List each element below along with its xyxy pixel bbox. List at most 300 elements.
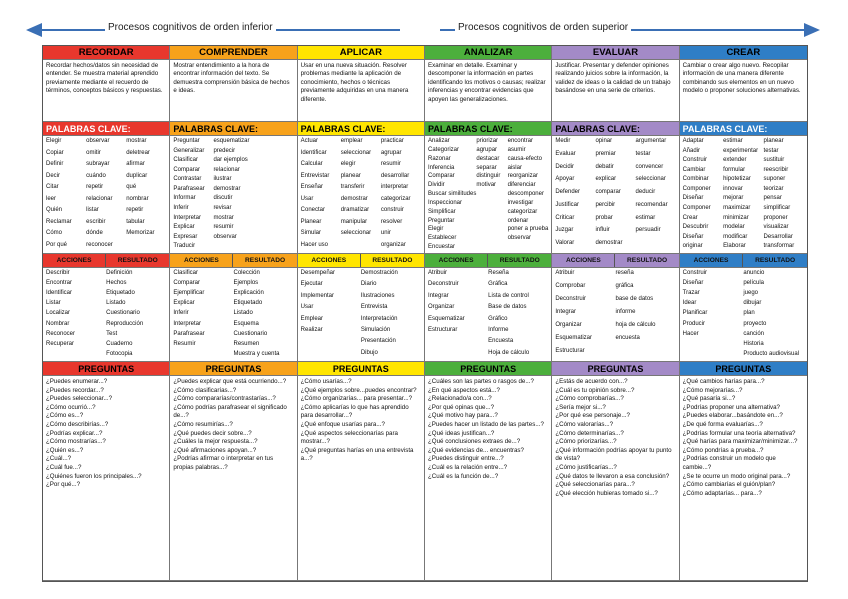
result-header: RESULTADO (245, 257, 286, 264)
keyword: interpretar (380, 184, 409, 190)
action-item: Trazar (682, 290, 700, 297)
questions-header: PREGUNTAS (298, 362, 425, 376)
action-item: Nombrar (46, 320, 70, 327)
question-item: ¿Quién es...? (46, 446, 84, 454)
keyword: planear (763, 138, 784, 144)
result-item: Historia (743, 340, 764, 347)
action-item: Deconstruir (555, 296, 587, 302)
keyword: ilustrar (213, 176, 232, 183)
result-item: Test (106, 330, 118, 337)
question-item: ¿Qué evidencias de... encuentras? (428, 446, 524, 454)
question-item: ¿Por qué...? (46, 481, 81, 489)
action-item: Realizar (300, 326, 323, 333)
keyword: repetir (86, 184, 104, 190)
action-item: Atribuir (555, 270, 575, 276)
keyword: priorizar (476, 138, 499, 144)
keyword (476, 243, 507, 252)
question-item: ¿Puedes hacer un listado de las partes...? (428, 420, 544, 428)
question-item: ¿Puedes seleccionar...? (46, 395, 113, 403)
keyword: Cómo (46, 230, 63, 236)
keyword: Explicar (173, 224, 195, 231)
keyword (254, 214, 294, 224)
action-item (301, 349, 361, 360)
result-item: Hoja de cálculo (488, 349, 530, 356)
keyword: Definir (46, 161, 64, 167)
question-item: ¿Qué cambios harías para...? (682, 378, 765, 385)
keyword: observar (507, 235, 531, 242)
keyword: Entrevistar (300, 172, 330, 179)
keyword: seleccionar (635, 176, 666, 183)
question-item: ¿Cómo mostrarías...? (46, 438, 106, 446)
keyword: Por qué (46, 241, 68, 248)
keyword: comparar (595, 189, 621, 196)
level-description: Justificar. Presentar y defender opiniones realizando juicios sobre la información, la validez de ideas o la calidad de un trabajo basándose en una serie de criterios. (552, 60, 679, 122)
keyword: ordenar (507, 217, 529, 224)
keyword: resumir (380, 161, 401, 167)
keywords-list (552, 136, 679, 254)
questions-list (170, 376, 297, 581)
actions-result-header (170, 254, 297, 268)
result-item: Entrevista (360, 304, 388, 311)
keyword: recomendar (635, 201, 668, 208)
question-item: ¿Puedes elaborar...basándote en...? (682, 412, 783, 420)
keyword: Valorar (555, 240, 575, 247)
actions-result-list (552, 268, 679, 362)
actions-header: ACCIONES (425, 254, 488, 267)
keyword: Buscar similitudes (428, 191, 477, 198)
keyword (254, 156, 294, 166)
actions-result-header (298, 254, 425, 268)
keyword: observar (86, 138, 110, 144)
keyword: Clasificar (173, 157, 198, 164)
actions-header: ACCIONES (43, 254, 106, 267)
result-item: Simulación (360, 326, 391, 333)
question-item: ¿Cómo comprobarías...? (555, 395, 624, 403)
keyword: reescribir (763, 166, 789, 173)
result-item: dibujar (743, 300, 762, 307)
questions-list (425, 376, 552, 581)
keyword: Traducir (173, 243, 196, 250)
action-item: Recuperar (46, 340, 75, 347)
keyword: Simplificar (428, 208, 456, 215)
keyword: Evaluar (555, 150, 576, 157)
question-item: ¿Puedes enumerar...? (46, 378, 108, 385)
question-item: ¿Sería mejor si...? (555, 403, 606, 411)
keyword (636, 239, 676, 252)
keyword: extender (723, 157, 747, 164)
keyword: dónde (86, 230, 103, 236)
keyword: resolver (380, 218, 403, 225)
result-item: película (743, 280, 765, 287)
result-item: Cuestionario (233, 330, 268, 337)
keyword (341, 241, 381, 253)
result-item: Esquema (233, 320, 259, 327)
keyword: Calcular (300, 161, 323, 167)
actions-header: ACCIONES (552, 254, 615, 267)
result-item: Lista de control (488, 292, 529, 299)
question-item: ¿Qué harías para maximizar/minimizar...? (682, 438, 798, 446)
action-item: Emplear (300, 315, 323, 322)
keyword: observar (213, 233, 237, 240)
keyword (254, 175, 294, 185)
result-item: Diario (360, 281, 377, 288)
keyword: convencer (635, 163, 664, 170)
result-item: Etiquetado (106, 290, 135, 297)
keyword: Criticar (555, 214, 575, 221)
keyword: revisar (213, 205, 232, 212)
question-item: ¿Cómo resumirías...? (173, 420, 233, 428)
keyword: Razonar (428, 155, 451, 162)
question-item: ¿Cuál es la relación entre...? (428, 463, 508, 471)
keyword: modelar (723, 224, 745, 231)
keyword: afirmar (126, 161, 145, 167)
keyword: esquematizar (213, 138, 250, 144)
keyword: tabular (126, 218, 145, 225)
keywords-header: PALABRAS CLAVE: (43, 122, 170, 136)
keyword: Diseñar (682, 233, 704, 240)
question-item: ¿Qué seleccionarías para...? (555, 481, 635, 489)
keyword: organizar (380, 241, 406, 248)
action-item: Ejemplificar (173, 290, 205, 297)
action-item: Comparar (173, 280, 201, 287)
level-description: Mostrar entendimiento a la hora de encontrar información del texto. Se demuestra comprensión básica de hechos e ideas. (170, 60, 297, 122)
keyword: mostrar (126, 138, 147, 144)
action-item: Esquematizar (428, 315, 465, 322)
keyword: Inferir (173, 205, 189, 212)
actions-result-list (170, 268, 297, 362)
keyword: estimar (723, 138, 743, 144)
question-item: ¿Cuáles son las partes o rasgos de...? (428, 378, 534, 385)
keyword: reconocer (86, 241, 113, 248)
keyword: Justificar (555, 201, 579, 208)
result-header: RESULTADO (499, 257, 540, 264)
keyword: suponer (763, 176, 786, 183)
question-item: ¿Estás de acuerdo con...? (555, 378, 628, 385)
actions-result-list (425, 268, 552, 362)
keyword: formular (723, 166, 746, 173)
result-item: Interpretación (360, 315, 398, 322)
keywords-header: PALABRAS CLAVE: (425, 122, 552, 136)
question-item: ¿Qué información podrías apoyar tu punto de vista? (555, 446, 672, 463)
question-item: ¿Cómo valorarías...? (555, 420, 614, 428)
keyword: opinar (595, 138, 613, 144)
keyword: construir (380, 207, 404, 213)
keyword: Actuar (300, 138, 318, 144)
question-item: ¿Cuáles la mejor respuesta...? (173, 438, 258, 446)
keywords-list (425, 136, 552, 254)
result-item: Muestra y cuenta (233, 350, 280, 357)
keyword (254, 204, 294, 214)
keyword: transferir (340, 184, 365, 190)
result-header: RESULTADO (755, 257, 796, 264)
keyword: leer (46, 195, 57, 202)
keyword: elegir (340, 161, 356, 167)
keyword: Reclamar (46, 218, 72, 225)
keyword: Comparar (428, 173, 455, 180)
question-item: ¿Qué aspectos seleccionarías para mostrar...? (300, 429, 398, 446)
keyword: Diseñar (682, 195, 704, 202)
keyword (254, 233, 294, 243)
action-item: Resumir (173, 340, 196, 347)
keywords-list (298, 136, 425, 254)
question-item: ¿Qué enfoque usarías para...? (300, 420, 385, 428)
question-item: ¿Qué pasaría si...? (682, 395, 736, 403)
keyword (254, 147, 294, 157)
keyword: Informar (173, 195, 196, 202)
question-item: ¿Podrías proponer una alternativa? (682, 403, 780, 411)
keyword: separar (476, 164, 497, 171)
keyword (476, 190, 507, 199)
keyword: Crear (682, 214, 698, 221)
question-item: ¿Podrías construir un modelo que cambie...? (682, 455, 776, 471)
result-item: reseña (615, 270, 634, 276)
result-item: Etiquetado (233, 300, 263, 307)
result-item: anuncio (743, 270, 765, 276)
action-item (46, 350, 106, 360)
action-item: Estructurar (428, 326, 458, 333)
question-item: ¿Puedes explicar que está ocurriendo...? (173, 378, 287, 385)
question-item: ¿Cómo determinarías...? (555, 429, 624, 437)
action-item: Interpretar (173, 320, 202, 327)
keyword: Generalizar (173, 147, 205, 154)
result-item: Dibujo (360, 349, 378, 356)
keyword: Encuestar (428, 244, 456, 251)
keyword: mejorar (723, 195, 744, 202)
action-item: Integrar (555, 309, 577, 315)
keyword: Elegir (46, 138, 62, 144)
result-item: Informe (488, 326, 509, 333)
keyword: seleccionar (340, 230, 372, 236)
level-description: Usar en una nueva situación. Resolver problemas mediante la aplicación de conocimiento, hechos o técnicas previamente adquiridas en una manera diferente. (298, 60, 425, 122)
question-item: ¿Qué ejemplos sobre...puedes encontrar? (300, 386, 417, 394)
keyword: proponer (763, 214, 788, 221)
keyword: dramatizar (340, 207, 370, 213)
keyword: Planear (300, 218, 322, 225)
keyword: reorganizar (507, 173, 538, 180)
actions-header: ACCIONES (680, 254, 744, 267)
keyword: categorizar (380, 195, 411, 202)
keyword: simplificar (763, 205, 791, 212)
result-header: RESULTADO (117, 257, 158, 264)
keyword: Contrastar (173, 176, 202, 183)
question-item: ¿Qué ideas justifican...? (428, 429, 495, 437)
keyword: Dividir (428, 182, 445, 189)
keyword: Decidir (555, 163, 574, 170)
keyword: probar (595, 214, 613, 221)
keyword: repetir (126, 207, 144, 213)
action-item: Encontrar (46, 280, 73, 287)
keyword: seleccionar (340, 149, 372, 156)
keyword: Inspeccionar (428, 199, 463, 206)
question-item: ¿Qué elección hubieras tomado si...? (555, 489, 658, 497)
keyword: originar (682, 243, 703, 250)
keyword: Decir (46, 172, 61, 179)
action-item (301, 337, 361, 348)
keyword: resumir (213, 224, 234, 231)
level-description: Cambiar o crear algo nuevo. Recopilar información de una manera diferente combinando sus elementos en un nuevo modelo o proponer soluciones alternativas. (680, 60, 807, 122)
keyword (508, 243, 549, 252)
keyword: premiar (595, 150, 616, 157)
keyword: deducir (635, 189, 656, 196)
questions-header: PREGUNTAS (43, 362, 170, 376)
keyword: planear (340, 172, 361, 179)
result-item: canción (743, 330, 765, 337)
keyword: predecir (213, 147, 236, 154)
question-item: ¿Cuál fue...? (46, 463, 82, 471)
question-item: ¿Cómo mejorarías...? (682, 386, 743, 394)
keyword (254, 223, 294, 233)
keywords-list (680, 136, 807, 254)
actions-header: ACCIONES (170, 254, 233, 267)
keyword: modificar (723, 233, 748, 240)
questions-list (680, 376, 807, 581)
cognitive-order-arrows (30, 18, 820, 40)
action-item (428, 349, 488, 360)
keyword: sustituir (763, 157, 785, 164)
action-item: Organizar (428, 304, 455, 311)
questions-list (552, 376, 679, 581)
action-item: Diseñar (682, 280, 704, 287)
keyword (254, 137, 294, 147)
action-item: Hacer (682, 330, 699, 337)
keyword: deletrear (126, 149, 150, 156)
question-item: ¿Puedes recordar...? (46, 386, 104, 394)
result-item: Reproducción (106, 320, 144, 327)
action-item: Atribuir (428, 270, 448, 276)
keyword: duplicar (126, 172, 148, 179)
actions-result-header (425, 254, 552, 268)
result-item: juego (743, 290, 759, 297)
result-header: RESULTADO (627, 257, 668, 264)
keyword: Preguntar (173, 138, 200, 144)
question-item: ¿Relacionado/a con...? (428, 395, 492, 403)
keyword: aislar (507, 164, 522, 171)
question-item: ¿Se te ocurre un modo original para...? (682, 472, 791, 480)
result-item: Resumen (233, 340, 260, 347)
questions-header: PREGUNTAS (552, 362, 679, 376)
result-item: Listado (106, 300, 126, 307)
action-item: Localizar (46, 310, 71, 317)
result-item: Gráfica (488, 281, 508, 288)
question-item: ¿Qué preguntas harías en una entrevista a...? (300, 446, 414, 463)
keyword: maximizar (723, 205, 751, 212)
question-item: ¿Qué motivo hay para...? (428, 412, 498, 420)
action-item: Inferir (173, 310, 189, 317)
keyword: Analizar (428, 138, 450, 144)
keyword: Juzgar (555, 227, 574, 234)
action-item: Clasificar (173, 270, 198, 276)
question-item: ¿Cómo aplicarías lo que has aprendido para desarrollar...? (300, 403, 409, 420)
actions-result-list (680, 268, 807, 362)
result-item: base de datos (615, 296, 654, 302)
keywords-header: PALABRAS CLAVE: (298, 122, 425, 136)
keyword: agrupar (380, 149, 402, 156)
action-item: Producir (682, 320, 705, 327)
question-item: ¿Cómo clasificarías...? (173, 386, 237, 394)
result-item: Ilustraciones (360, 292, 395, 299)
questions-header: PREGUNTAS (425, 362, 552, 376)
keyword: relacionar (86, 195, 113, 202)
keyword: Desarrollar (763, 233, 793, 240)
keyword: Cambiar (682, 166, 706, 173)
result-item: Encuesta (488, 338, 514, 345)
question-item: ¿De qué forma evaluarías...? (682, 420, 763, 428)
action-item: Describir (46, 270, 70, 276)
actions-result-header (552, 254, 679, 268)
result-item: Gráfico (488, 315, 508, 322)
result-item: Colección (233, 270, 260, 276)
action-item: Estructurar (555, 348, 585, 354)
keyword: Establecer (428, 235, 457, 242)
question-item: ¿Qué datos te llevaron a esa conclusión? (555, 472, 670, 480)
question-item: ¿Cómo usarías...? (300, 378, 352, 385)
keyword: teorizar (763, 185, 784, 192)
keyword: influir (595, 227, 610, 234)
keyword: Comparar (173, 166, 201, 173)
right-arrow-icon (804, 23, 820, 37)
question-item: ¿Podrías explicar...? (46, 429, 103, 437)
question-item: ¿Qué afirmaciones apoyan...? (173, 446, 257, 454)
question-item: ¿Cómo priorizarías...? (555, 438, 617, 446)
keyword: innovar (723, 185, 743, 192)
result-item: Presentación (360, 338, 396, 345)
action-item: Integrar (428, 292, 449, 299)
question-item: ¿Qué puedes decir sobre...? (173, 429, 252, 437)
keywords-list (170, 136, 297, 254)
keyword: descomponer (507, 191, 544, 198)
actions-result-header (43, 254, 170, 268)
action-item: Organizar (555, 322, 582, 328)
keyword: Inferencia (428, 164, 455, 171)
question-item: ¿Cuál...? (46, 455, 72, 463)
question-item: ¿Qué conclusiones extraes de...? (428, 438, 521, 446)
result-item: Cuaderno (106, 340, 133, 347)
keyword: Categorizar (428, 146, 460, 153)
keyword: desarrollar (380, 172, 410, 179)
keyword: demostrar (595, 240, 623, 247)
keyword (476, 217, 507, 226)
keyword (476, 234, 507, 243)
keyword: Preguntar (428, 217, 455, 224)
result-item: hoja de cálculo (615, 322, 656, 328)
keyword: Adaptar (682, 138, 704, 144)
keywords-list (43, 136, 170, 254)
keyword: Elegir (428, 226, 444, 233)
result-item: Listado (233, 310, 253, 317)
actions-result-list (298, 268, 425, 362)
question-item: ¿Puedes distinguir entre...? (428, 455, 504, 463)
level-header: RECORDAR (43, 46, 170, 60)
keyword: Citar (46, 184, 59, 190)
action-item (428, 337, 488, 348)
result-item: Hechos (106, 280, 127, 287)
question-item: ¿Cómo describirías...? (46, 420, 109, 428)
result-item: Explicación (233, 290, 264, 297)
questions-header: PREGUNTAS (680, 362, 807, 376)
keyword (254, 242, 294, 252)
action-item: Listar (46, 300, 61, 307)
level-description: Recordar hechos/datos sin necesidad de entender. Se muestra material aprendido previamente mediante el recuerdo de términos, conceptos básicos y respuestas. (43, 60, 170, 122)
keyword: experimentar (723, 147, 759, 154)
question-item: ¿Podrías formular una teoría alternativa? (682, 429, 796, 437)
keywords-header: PALABRAS CLAVE: (552, 122, 679, 136)
keyword: Hacer uso (300, 241, 329, 248)
keyword (254, 185, 294, 195)
keyword: Defender (555, 189, 581, 196)
question-item: ¿Cómo organizarías... para presentar...? (300, 395, 413, 403)
level-description: Examinar en detalle. Examinar y descomponer la información en partes identificando los motivos o causas; realizar inferencias y encontrar evidencias que apoyen las generalizaciones. (425, 60, 552, 122)
action-item: Idear (682, 300, 697, 307)
